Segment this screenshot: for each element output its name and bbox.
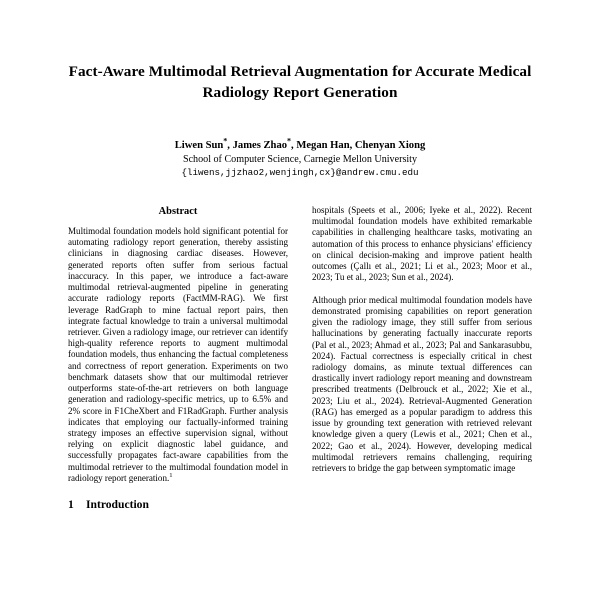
abstract-text [68,226,288,484]
author-affiliation-marker-1: * [223,136,228,146]
author-list [68,103,532,153]
intro-paragraph-1: hospitals (Speets et al., 2006; Iyeke et al., 2022). Recent multimodal foundation models have exhibited remarkable capabilities in challenging healthcare tasks, motivating an automation of this process to enhance physicians' efficiency on clinical decision-making and improve patient health outcomes (Çallı et al., 2021; Li et al., 2023; Moor et al., 2023; Tu et al., 2023; Sun et al., 2024). [312,205,532,283]
author-names-part-3: , Megan Han, Chenyan Xiong [291,140,426,151]
left-column [68,205,288,600]
two-column-body [68,205,532,600]
abstract-body: Multimodal foundation models hold significant potential for automating radiology report generation, thereby assisting clinicians in diagnosing cardiac diseases. However, generated reports often suffer from serious factual inaccuracy. In this paper, we introduce a fact-aware multimodal retrieval-augmented pipeline in generating accurate radiology reports (FactMM-RAG). We first leverage RadGraph to mine factual report pairs, then integrate factual knowledge to train a universal multimodal retriever. Given a radiology image, our retriever can identify high-quality reference reports to augment multimodal foundation models, thus enhancing the factual completeness and correctness of report generation. Experiments on two benchmark datasets show that our multimodal retriever outperforms state-of-the-art retrievers on both language generation and radiology-specific metrics, up to 6.5% and 2% score in F1CheXbert and F1RadGraph. Further analysis indicates that employing our factually-informed training strategy imposes an effective supervision signal, without relying on explicit diagnostic label guidance, and successfully propagates fact-aware capabilities from the multimodal retriever to the multimodal foundation model in radiology report generation. [68,226,288,483]
section-title: Introduction [86,498,149,512]
author-affiliation-marker-2: * [287,136,292,146]
section-number: 1 [68,498,74,512]
author-email: {liwens,jjzhao2,wenjingh,cx}@andrew.cmu.edu [181,167,419,179]
section-heading-introduction [68,484,288,512]
right-column [312,205,532,600]
abstract-footnote-marker: 1 [169,471,173,479]
author-names-part-2: , James Zhao [227,140,288,151]
page-title: Fact-Aware Multimodal Retrieval Augmentation for Accurate Medical Radiology Report Generation [68,63,532,101]
affiliation: School of Computer Science, Carnegie Mellon University [182,153,418,165]
abstract-heading: Abstract [158,206,198,217]
author-names-part-1: Liwen Sun [174,140,224,151]
intro-paragraph-2: Although prior medical multimodal foundation models have demonstrated promising capabilities on report generation given the radiology image, they still suffer from serious hallucinations by generating factually inaccurate reports (Pal et al., 2023; Ahmad et al., 2023; Pal and Sankarasubbu, 2024). Factual correctness is especially critical in chest radiology domains, as minute textual differences can drastically invert radiology report meaning and downstream prescribed treatments (Delbrouck et al., 2022; Xie et al., 2023; Liu et al., 2024). Retrieval-Augmented Generation (RAG) has emerged as a popular paradigm to address this issue by grounding text generation with retrieved relevant knowledge given a query (Lewis et al., 2021; Chen et al., 2022; Gao et al., 2024). However, developing medical multimodal retrievers remains challenging, requiring retrievers to bridge the gap between symptomatic image [312,294,532,473]
